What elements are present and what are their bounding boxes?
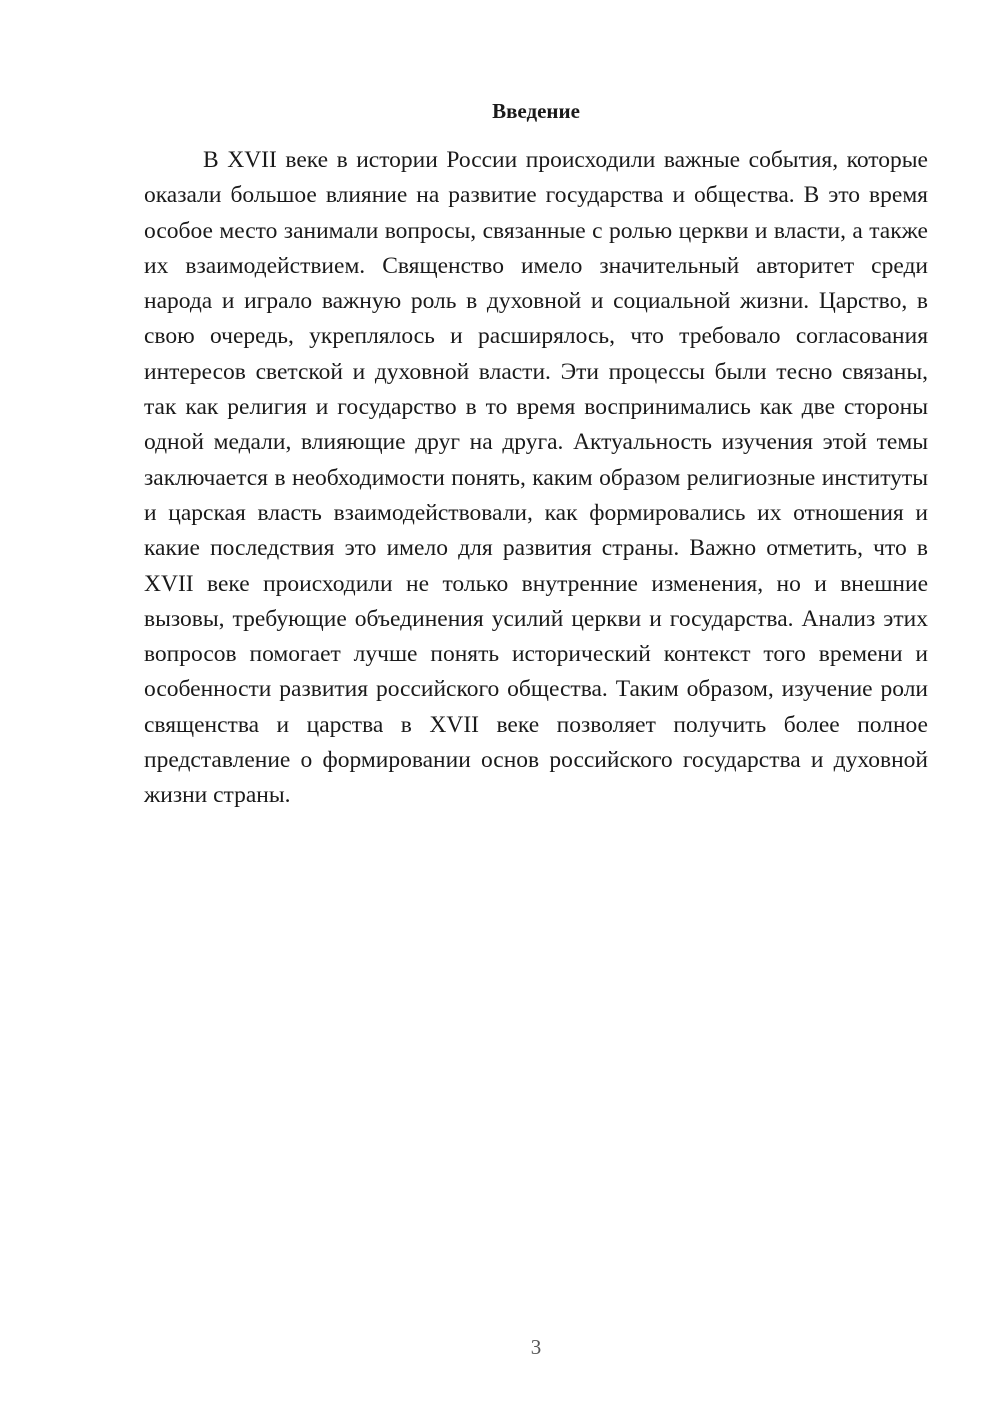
section-heading: Введение bbox=[492, 99, 580, 123]
body-paragraph: В XVII веке в истории России происходили важные события, которые оказали большое влияние на развитие государства и общества. В это время особое место занимали вопросы, связанные с ролью церкви и власти, а также их взаимодействием. Священство имело значительный авторитет среди народа и играло важную роль в духовной и социальной жизни. Царство, в свою очередь, укреплялось и расширялось, что требовало согласования интересов светской и духовной власти. Эти процессы были тесно связаны, так как религия и государство в то время воспринимались как две стороны одной медали, влияющие друг на друга. Актуальность изучения этой темы заключается в необходимости понять, каким образом религиозные институты и царская власть взаимодействовали, как формировались их отношения и какие последствия это имело для развития страны. Важно отметить, что в XVII веке происходили не только внутренние изменения, но и внешние вызовы, требующие объединения усилий церкви и государства. Анализ этих вопросов помогает лучше понять исторический контекст того времени и особенности развития российского общества. Таким образом, изучение роли священства и царства в XVII веке позволяет получить более полное представление о формировании основ российского государства и духовной жизни страны. bbox=[144, 147, 928, 809]
page-number: 3 bbox=[530, 1335, 542, 1359]
